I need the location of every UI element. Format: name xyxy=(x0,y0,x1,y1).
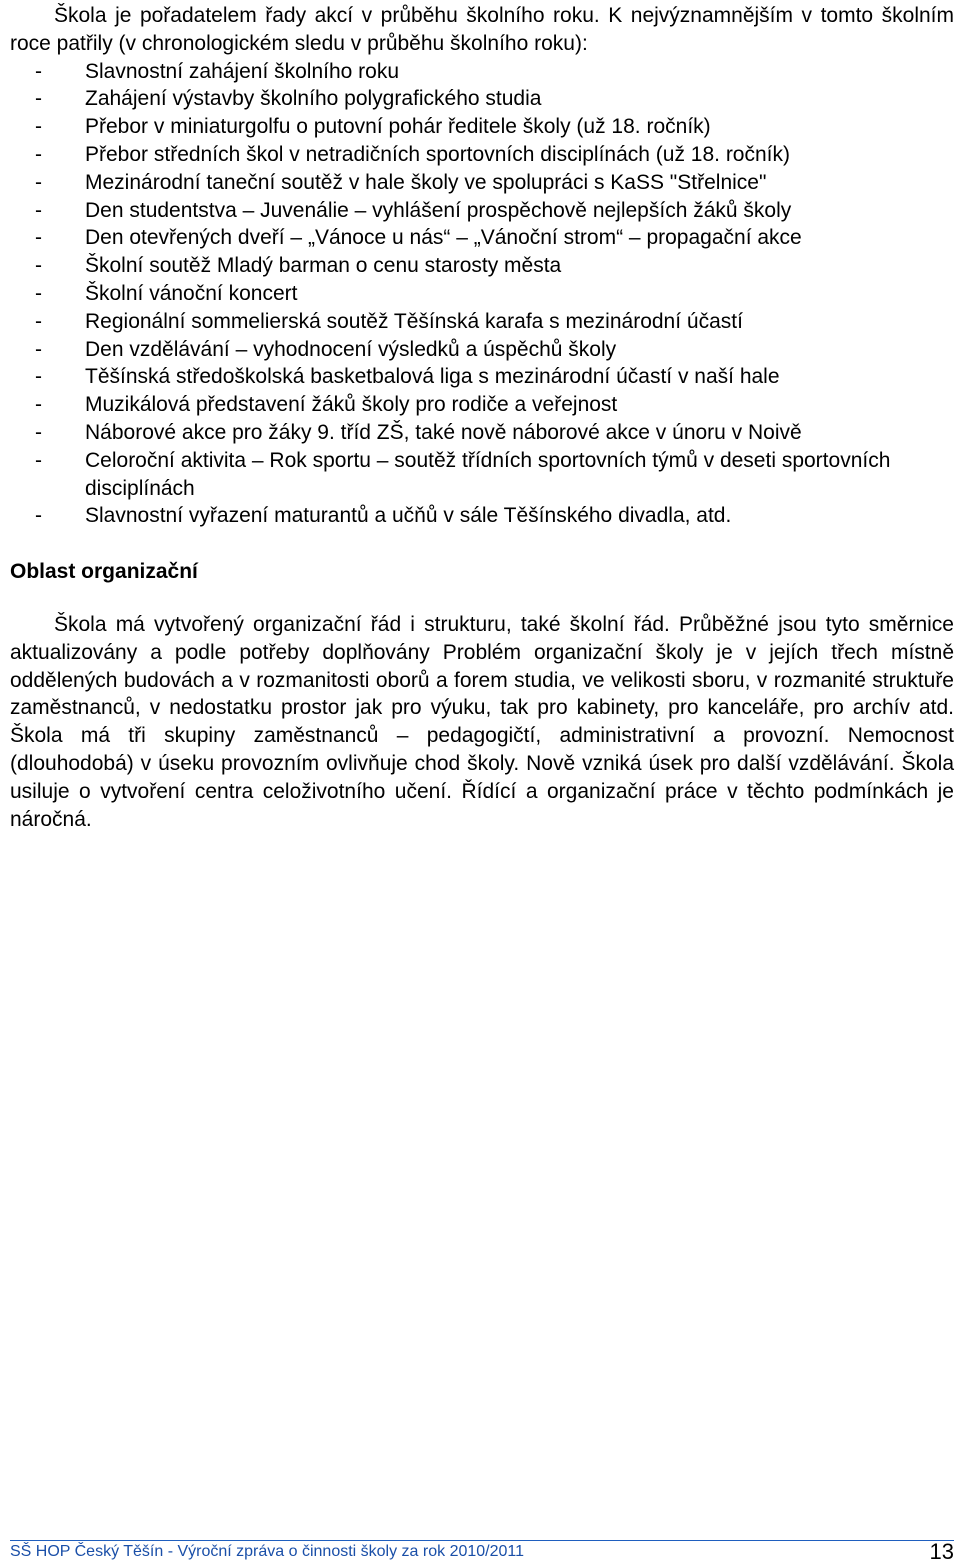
list-item-text: Den vzdělávání – vyhodnocení výsledků a úspěchů školy xyxy=(85,337,617,361)
list-marker: - xyxy=(35,420,42,444)
list-item xyxy=(10,280,954,308)
list-item xyxy=(10,308,954,336)
list-marker: - xyxy=(35,198,42,222)
footer-text: SŠ HOP Český Těšín - Výroční zpráva o činnosti školy za rok 2010/2011 xyxy=(10,1543,525,1560)
list-item-text: Slavnostní zahájení školního roku xyxy=(85,59,400,83)
list-item-text: Mezinárodní taneční soutěž v hale školy ve spolupráci s KaSS "Střelnice" xyxy=(85,170,767,194)
list-item xyxy=(10,169,954,197)
list-marker: - xyxy=(35,393,42,417)
list-item xyxy=(10,336,954,364)
list-item-text: Těšínská středoškolská basketbalová liga s mezinárodní účastí v naší hale xyxy=(85,365,780,389)
page-footer xyxy=(10,1540,954,1563)
list-item xyxy=(10,252,954,280)
list-marker: - xyxy=(35,504,42,528)
list-item-text: Náborové akce pro žáky 9. tříd ZŠ, také nově náborové akce v únoru v Noivě xyxy=(85,420,802,444)
list-marker: - xyxy=(35,170,42,194)
list-item-text: Zahájení výstavby školního polygrafického studia xyxy=(85,87,542,111)
page-number: 13 xyxy=(929,1539,954,1564)
list-item-text: Přebor v miniaturgolfu o putovní pohár ředitele školy (už 18. ročník) xyxy=(85,115,711,139)
list-item xyxy=(10,502,954,530)
list-item xyxy=(10,197,954,225)
list-item xyxy=(10,419,954,447)
intro-paragraph: Škola je pořadatelem řady akcí v průběhu školního roku. K nejvýznamnějším v tomto školním roce patřily (v chronologickém sledu v průběhu školního roku): xyxy=(10,4,954,55)
list-item-text: Celoroční aktivita – Rok sportu – soutěž třídních sportovních týmů v deseti sportovních disciplínách xyxy=(85,448,891,500)
organization-paragraph: Škola má vytvořený organizační řád i strukturu, také školní řád. Průběžné jsou tyto směrnice aktualizovány a podle potřeby doplňovány Problém organizační školy je v jejích třech místně oddělených budovách a v rozmanitosti oborů a forem studia, ve velikosti sboru, v rozmanité struktuře zaměstnanců, v nedostatku prostor jak pro výuku, tak pro kabinety, pro kanceláře, pro archív atd. Škola má tři skupiny zaměstnanců – pedagogičtí, administrativní a provozní. Nemocnost (dlouhodobá) v úseku provozním ovlivňuje chod školy. Nově vzniká úsek pro další vzdělávání. Škola usiluje o vytvoření centra celoživotního učení. Řídící a organizační práce v těchto podmínkách je náročná. xyxy=(10,612,954,831)
list-item xyxy=(10,391,954,419)
list-item xyxy=(10,58,954,86)
list-marker: - xyxy=(35,142,42,166)
list-item-text: Den otevřených dveří – „Vánoce u nás“ – „Vánoční strom“ – propagační akce xyxy=(85,226,802,250)
list-item-text: Slavnostní vyřazení maturantů a učňů v sále Těšínského divadla, atd. xyxy=(85,504,732,528)
list-item-text: Přebor středních škol v netradičních sportovních disciplínách (už 18. ročník) xyxy=(85,142,790,166)
list-item-text: Školní vánoční koncert xyxy=(85,281,298,305)
list-item xyxy=(10,85,954,113)
list-item xyxy=(10,447,954,503)
list-marker: - xyxy=(35,226,42,250)
list-marker: - xyxy=(35,87,42,111)
footer-rule xyxy=(10,1540,954,1541)
list-item-text: Muzikálová představení žáků školy pro rodiče a veřejnost xyxy=(85,393,618,417)
list-marker: - xyxy=(35,337,42,361)
section-heading: Oblast organizační xyxy=(10,560,198,584)
list-item-text: Den studentstva – Juvenálie – vyhlášení prospěchově nejlepších žáků školy xyxy=(85,198,792,222)
list-item-text: Školní soutěž Mladý barman o cenu starosty města xyxy=(85,254,562,278)
list-item xyxy=(10,224,954,252)
list-marker: - xyxy=(35,59,42,83)
list-marker: - xyxy=(35,115,42,139)
list-marker: - xyxy=(35,254,42,278)
list-marker: - xyxy=(35,448,42,472)
list-marker: - xyxy=(35,309,42,333)
list-item xyxy=(10,363,954,391)
events-list xyxy=(10,58,954,531)
document-page xyxy=(10,0,954,833)
list-item xyxy=(10,141,954,169)
list-marker: - xyxy=(35,365,42,389)
list-item xyxy=(10,113,954,141)
list-marker: - xyxy=(35,281,42,305)
list-item-text: Regionální sommelierská soutěž Těšínská karafa s mezinárodní účastí xyxy=(85,309,743,333)
